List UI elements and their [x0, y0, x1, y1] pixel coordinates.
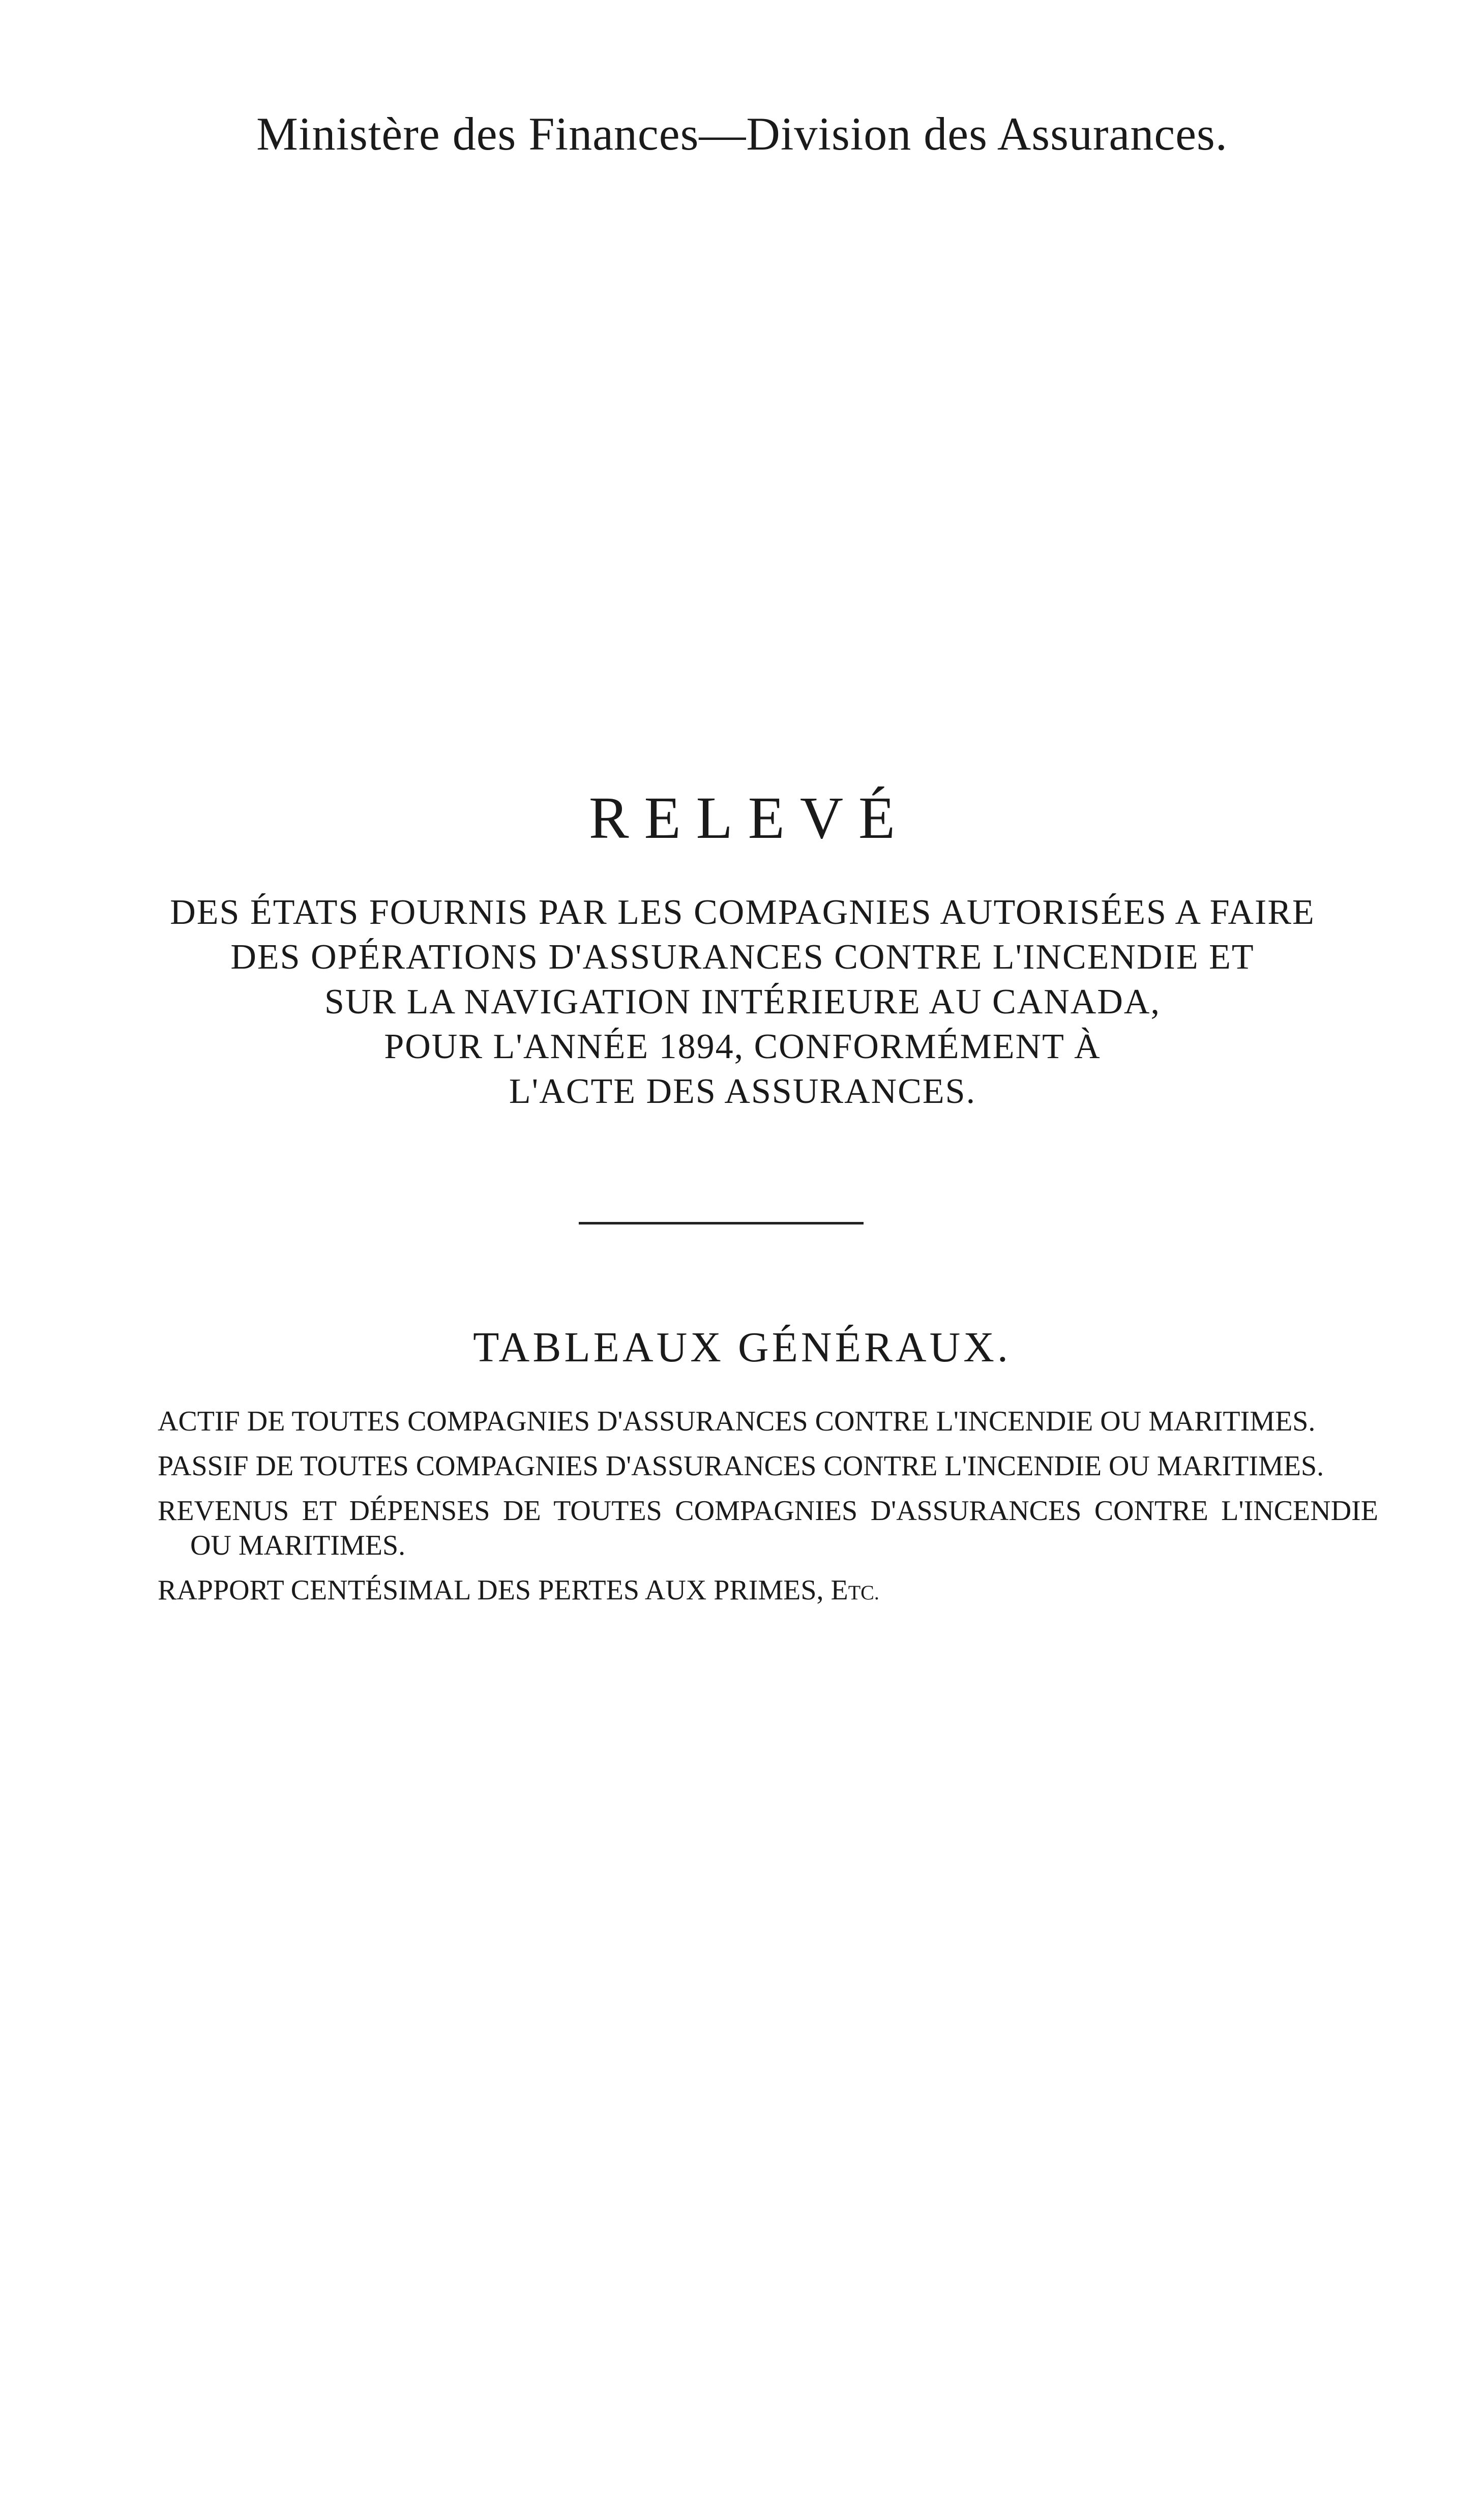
subtitle-line: DES ÉTATS FOURNIS PAR LES COMPAGNIES AUTORISÉES A FAIRE: [170, 893, 1315, 932]
contents-item: [158, 1573, 1378, 1610]
subtitle-line: DES OPÉRATIONS D'ASSURANCES CONTRE L'INCENDIE ET: [230, 938, 1255, 977]
subtitle-line: SUR LA NAVIGATION INTÉRIEURE AU CANADA,: [324, 982, 1161, 1022]
contents-item-suffix-rest: TC.: [848, 1581, 879, 1604]
contents-item-text: PASSIF DE TOUTES COMPAGNIES D'ASSURANCES CONTRE L'INCENDIE OU MARITIMES.: [158, 1450, 1324, 1482]
contents-item: [158, 1404, 1378, 1439]
page-header: Ministère des Finances—Division des Assurances.: [256, 108, 1228, 160]
contents-item-text: REVENUS ET DÉPENSES DE TOUTES COMPAGNIES D'ASSURANCES CONTRE L'INCENDIE OU MARITIMES.: [158, 1495, 1378, 1561]
subtitle-line: L'ACTE DES ASSURANCES.: [509, 1072, 976, 1111]
contents-item-text: ACTIF DE TOUTES COMPAGNIES D'ASSURANCES CONTRE L'INCENDIE OU MARITIMES.: [158, 1406, 1316, 1437]
contents-item: [158, 1494, 1378, 1563]
document-subtitle: [61, 890, 1424, 1114]
contents-item-suffix-initial: E: [830, 1574, 848, 1606]
subtitle-line: POUR L'ANNÉE 1894, CONFORMÉMENT À: [384, 1027, 1101, 1066]
horizontal-rule: [579, 1222, 864, 1224]
contents-item-text: RAPPORT CENTÉSIMAL DES PERTES AUX PRIMES,: [158, 1574, 824, 1606]
contents-list: [158, 1404, 1378, 1620]
document-title: RELEVÉ: [588, 784, 911, 851]
contents-item: [158, 1449, 1378, 1483]
section-title: TABLEAUX GÉNÉRAUX.: [473, 1324, 1011, 1371]
